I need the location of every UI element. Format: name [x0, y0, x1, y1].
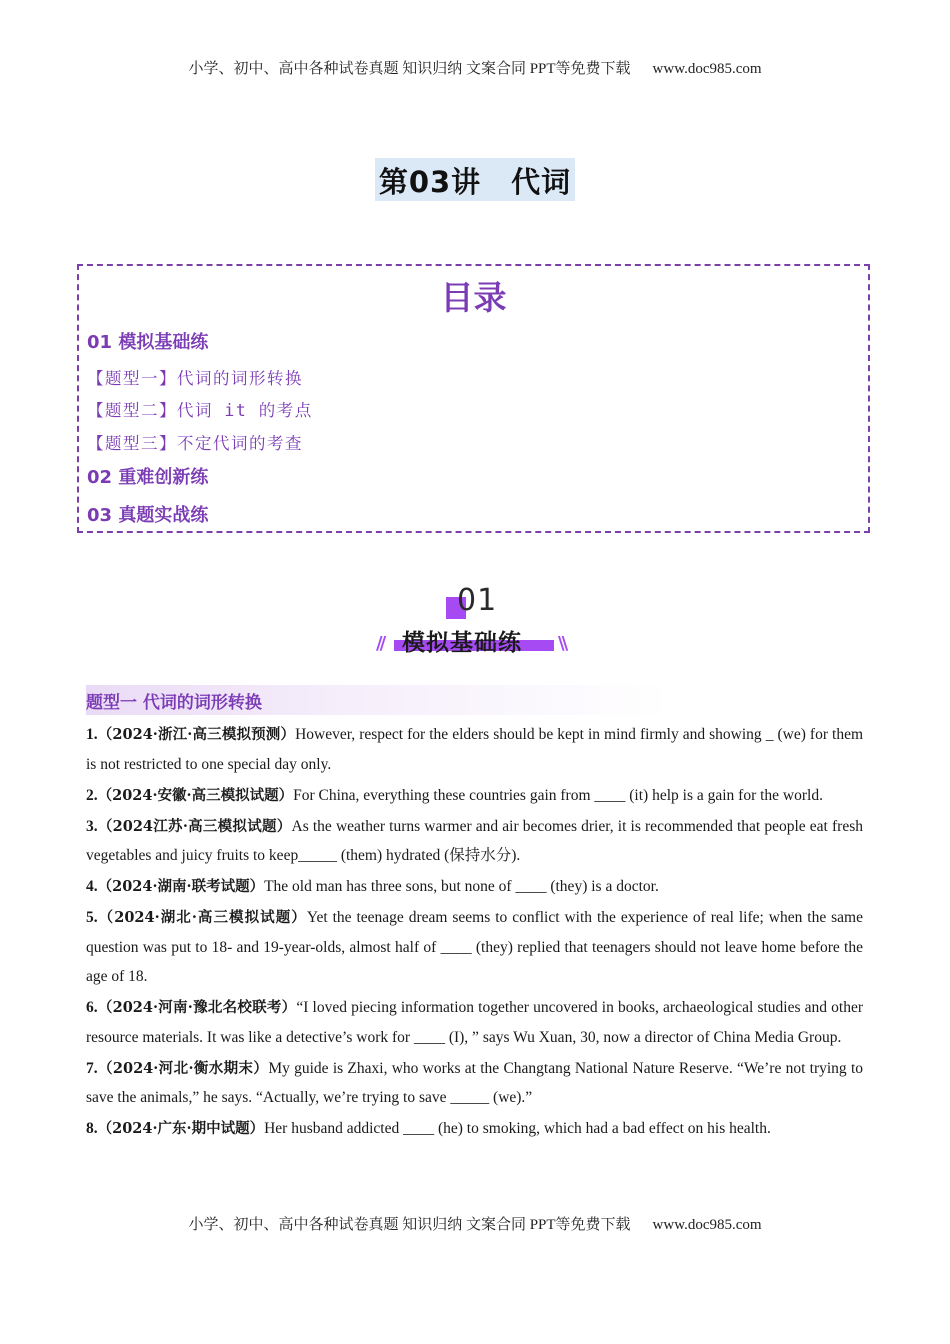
question-item: [86, 720, 863, 779]
question-item: [86, 993, 863, 1052]
badge-number: 01: [457, 583, 498, 618]
page-title: [375, 158, 575, 201]
question-text: For China, everything these countries gain from ____ (it) help is a gain for the world.: [293, 786, 823, 804]
section-heading-text: 题型一 代词的词形转换: [86, 693, 262, 713]
question-list: [86, 720, 863, 1145]
question-source: （2024江苏·高三模拟试题）: [97, 817, 292, 835]
question-source: （2024·安徽·高三模拟试题）: [97, 786, 294, 804]
section-heading: [86, 685, 862, 715]
question-number: 7.: [86, 1059, 98, 1077]
question-text: The old man has three sons, but none of ____ (they) is a doctor.: [264, 878, 659, 895]
question-text: My guide is Zhaxi, who works at the Changtang National Nature Reserve. “We’re not trying to save the animals,” he says. “Actually, we’re trying to save _____ (we).”: [86, 1059, 864, 1106]
toc-item-type-3[interactable]: 【题型三】不定代词的考查: [87, 434, 303, 453]
table-of-contents: [77, 264, 870, 533]
question-source: （2024·河北·衡水期末）: [97, 1059, 269, 1077]
badge-right-decoration: \\: [558, 633, 566, 654]
toc-item-section-01[interactable]: 01 模拟基础练: [87, 332, 209, 353]
page-header: [0, 57, 950, 78]
question-item: [86, 1054, 863, 1113]
question-number: 6.: [86, 999, 98, 1016]
question-number: 2.: [86, 786, 98, 804]
question-item: [86, 781, 863, 811]
question-source: （2024·河南·豫北名校联考）: [97, 999, 297, 1016]
question-source: （2024·湖北·高三模拟试题）: [97, 909, 307, 926]
question-number: 5.: [86, 909, 98, 926]
section-badge: [360, 583, 590, 663]
question-source: （2024·浙江·高三模拟预测）: [97, 726, 296, 743]
toc-item-section-03[interactable]: 03 真题实战练: [87, 505, 209, 526]
question-text: However, respect for the elders should be kept in mind firmly and showing _ (we) for them is not restricted to one special day only.: [86, 726, 864, 773]
question-source: （2024·广东·期中试题）: [97, 1120, 265, 1137]
toc-item-type-2[interactable]: 【题型二】代词 it 的考点: [87, 401, 313, 420]
footer-url[interactable]: www.doc985.com: [652, 1217, 762, 1233]
toc-item-section-02[interactable]: 02 重难创新练: [87, 467, 209, 488]
header-url[interactable]: www.doc985.com: [652, 61, 762, 77]
toc-title: 目录: [440, 278, 507, 317]
question-text: “I loved piecing information together uncovered in books, archaeological studies and other resource materials. It was like a detective’s work for ____ (I), ” says Wu Xuan, 30, now a director of China Media Group.: [86, 999, 864, 1046]
question-item: [86, 812, 863, 871]
footer-text: 小学、初中、高中各种试卷真题 知识归纳 文案合同 PPT等免费下载: [188, 1217, 631, 1233]
badge-left-decoration: //: [376, 633, 384, 654]
question-number: 3.: [86, 817, 98, 835]
page-footer: [0, 1213, 950, 1234]
badge-title: 模拟基础练: [402, 630, 522, 656]
question-text: Yet the teenage dream seems to conflict with the experience of real life; when the same question was put to 18- and 19-year-olds, almost half of ____ (they) replied that teenagers should not leave home before the age of 18.: [86, 909, 863, 985]
question-item: [86, 872, 863, 902]
title-lesson: 第03讲: [378, 165, 482, 199]
title-wrap: [0, 158, 950, 201]
question-source: （2024·湖南·联考试题）: [97, 878, 265, 895]
question-number: 4.: [86, 878, 98, 895]
header-text: 小学、初中、高中各种试卷真题 知识归纳 文案合同 PPT等免费下载: [188, 61, 631, 77]
title-topic: 代词: [511, 165, 572, 199]
question-text: As the weather turns warmer and air becomes drier, it is recommended that people eat fresh vegetables and juicy fruits to keep_____ (them) hydrated (保持水分).: [86, 817, 863, 864]
question-number: 1.: [86, 726, 98, 743]
question-text: Her husband addicted ____ (he) to smoking, which had a bad effect on his health.: [264, 1120, 771, 1137]
question-item: [86, 903, 863, 992]
question-item: [86, 1114, 863, 1144]
toc-item-type-1[interactable]: 【题型一】代词的词形转换: [87, 369, 303, 388]
question-number: 8.: [86, 1120, 98, 1137]
